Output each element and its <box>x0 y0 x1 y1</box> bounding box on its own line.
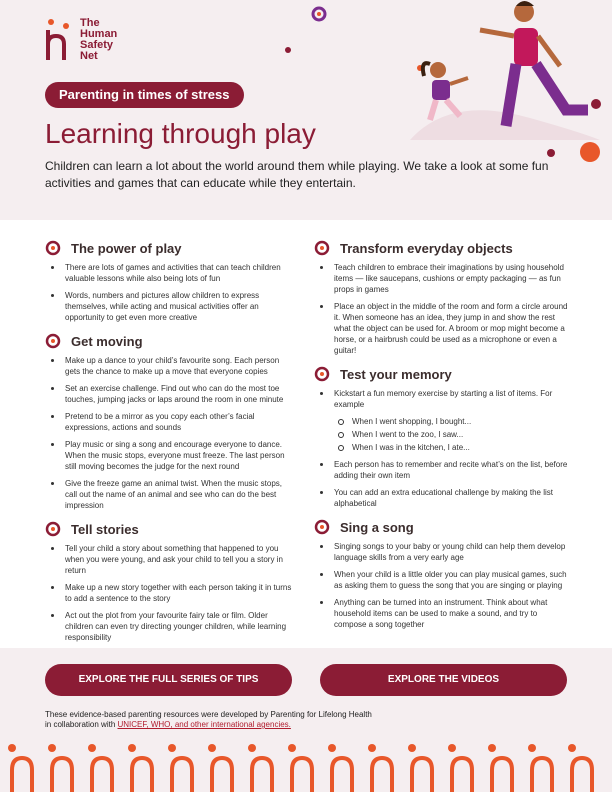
list-item: Words, numbers and pictures allow children to express themselves, while acting and musical activities offer an opportunity to get even more creative <box>45 290 295 323</box>
section-title: Test your memory <box>340 366 452 382</box>
section-header <box>45 333 295 349</box>
partners-link[interactable]: UNICEF, WHO, and other international agencies. <box>117 720 291 729</box>
left-column <box>45 240 295 653</box>
list-item: Anything can be turned into an instrument. Think about what household items can be used to make a sound, and try to compose a song together <box>314 597 569 630</box>
section-marker-icon <box>45 240 61 256</box>
section-marker-icon <box>314 519 330 535</box>
logo-line: The <box>80 17 100 29</box>
list-item: Make up a new story together with each person taking it in turns to add a sentence to the story <box>45 582 295 604</box>
section-list <box>314 388 569 509</box>
section-list <box>45 355 295 511</box>
logo-line: Safety <box>80 39 114 51</box>
section-marker-icon <box>314 366 330 382</box>
parent-child-illustration-icon <box>410 0 600 140</box>
decorative-arches-icon <box>0 740 612 792</box>
section-title: Tell stories <box>71 521 139 537</box>
list-item: Give the freeze game an animal twist. When the music stops, call out the name of an animal and see who can do the best impression <box>45 478 295 511</box>
footer-line: These evidence-based parenting resources were developed by Parenting for Lifelong Health <box>45 710 372 719</box>
list-item: Teach children to embrace their imaginations by using household items — like saucepans, cushions or empty packaging — as fun props in games <box>314 262 569 295</box>
footer-line <box>45 720 372 730</box>
list-item: Play music or sing a song and encourage everyone to dance. When the music stops, everyone must freeze. The last person still moving becomes the judge for the next round <box>45 439 295 472</box>
category-pill: Parenting in times of stress <box>45 82 244 108</box>
section-title: The power of play <box>71 240 182 256</box>
section-title: Get moving <box>71 333 143 349</box>
section-title: Transform everyday objects <box>340 240 513 256</box>
list-item: Pretend to be a mirror as you copy each other’s facial expressions, actions and sounds <box>45 411 295 433</box>
list-item: Act out the plot from your favourite fairy tale or film. Older children can even try directing younger children, while learning responsibility <box>45 610 295 643</box>
section-marker-icon <box>45 521 61 537</box>
list-item: Tell your child a story about something that happened to you when you were young, and ask your child to tell you a story in return <box>45 543 295 576</box>
list-item: Set an exercise challenge. Find out who can do the most toe touches, jumping jacks or laps around the room in one minute <box>45 383 295 405</box>
list-item: Place an object in the middle of the room and form a circle around it. When someone has an idea, they jump in and show the rest what the object can be used for. A broom or mop might become a horse, or a hairbrush could be used as a microphone or even a guitar! <box>314 301 569 356</box>
list-item: Make up a dance to your child’s favourite song. Each person gets the chance to make up a move that everyone copies <box>45 355 295 377</box>
section-header <box>45 240 295 256</box>
list-item: Singing songs to your baby or young child can help them develop language skills from a very early age <box>314 541 569 563</box>
page-title: Learning through play <box>45 118 316 149</box>
section-title: Sing a song <box>340 519 414 535</box>
intro-paragraph: Children can learn a lot about the world around them while playing. We take a look at some fun activities and games that can educate while they entertain. <box>45 159 549 190</box>
explore-videos-button[interactable]: EXPLORE THE VIDEOS <box>320 664 567 696</box>
main-content <box>0 220 612 648</box>
section-marker-icon <box>45 333 61 349</box>
section-list <box>45 262 295 323</box>
logo-line: Human <box>80 28 118 40</box>
section-header <box>314 519 569 535</box>
footer <box>0 648 612 792</box>
section-header <box>45 521 295 537</box>
section-marker-icon <box>314 240 330 256</box>
footer-credits <box>45 710 372 730</box>
list-item: When your child is a little older you can play musical games, such as asking them to guess the song that you are singing or playing <box>314 569 569 591</box>
footer-prefix: in collaboration with <box>45 720 118 729</box>
section-header <box>314 240 569 256</box>
explore-tips-button[interactable]: EXPLORE THE FULL SERIES OF TIPS <box>45 664 292 696</box>
list-item: Each person has to remember and recite what’s on the list, before adding their own item <box>314 459 569 481</box>
section-list <box>314 262 569 356</box>
header <box>0 0 612 218</box>
sub-list-item: When I went shopping, I bought... <box>314 416 569 427</box>
list-item: You can add an extra educational challenge by making the list alphabetical <box>314 487 569 509</box>
section-header <box>314 366 569 382</box>
sub-list-item: When I went to the zoo, I saw... <box>314 429 569 440</box>
section-list <box>45 543 295 643</box>
logo-line: Net <box>80 50 98 62</box>
sub-list-item: When I was in the kitchen, I ate... <box>314 442 569 453</box>
list-item: Kickstart a fun memory exercise by starting a list of items. For example <box>314 388 569 410</box>
section-list <box>314 541 569 630</box>
right-column <box>314 240 569 640</box>
list-item: There are lots of games and activities that can teach children valuable lessons while also being lots of fun <box>45 262 295 284</box>
